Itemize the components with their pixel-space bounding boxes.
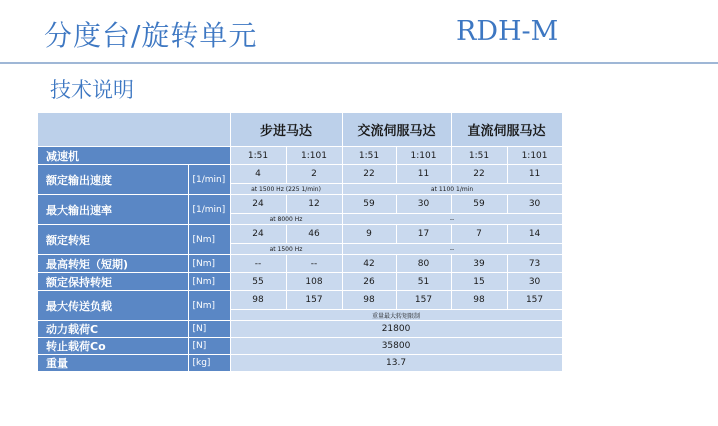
row-label: 最大传送负载 <box>38 291 188 321</box>
holding-torque-row <box>38 273 562 291</box>
cell: 55 <box>230 273 286 291</box>
note: at 1100 1/min <box>342 184 562 195</box>
row-label: 最高转矩（短期) <box>38 255 188 273</box>
model-name: RDH-M <box>456 16 559 47</box>
max-transfer-load-row <box>38 291 562 310</box>
max-speed-row <box>38 195 562 214</box>
cell: 22 <box>451 165 507 184</box>
row-unit: [1/min] <box>188 165 230 195</box>
page-title: 分度台/旋转单元 <box>44 19 258 52</box>
cell: 1:101 <box>507 147 562 165</box>
cell: 30 <box>507 273 562 291</box>
corner-cell <box>38 113 230 147</box>
cell: 13.7 <box>230 355 562 372</box>
peak-torque-row <box>38 255 562 273</box>
row-unit: [1/min] <box>188 195 230 225</box>
cell: 98 <box>342 291 396 310</box>
row-unit: [Nm] <box>188 291 230 321</box>
row-unit: [Nm] <box>188 273 230 291</box>
section-title: 技术说明 <box>50 78 134 102</box>
note: -- <box>342 244 562 255</box>
cell: 108 <box>286 273 342 291</box>
row-unit: [kg] <box>188 355 230 372</box>
cell: 98 <box>230 291 286 310</box>
cell: 59 <box>342 195 396 214</box>
row-unit: [Nm] <box>188 225 230 255</box>
row-label: 减速机 <box>38 147 230 165</box>
cell: 98 <box>451 291 507 310</box>
spec-table <box>38 113 563 372</box>
cell: 80 <box>396 255 451 273</box>
cell: 1:51 <box>451 147 507 165</box>
row-label: 额定输出速度 <box>38 165 188 195</box>
note: at 1500 Hz <box>230 244 342 255</box>
row-label: 动力载荷C <box>38 321 188 338</box>
cell: 30 <box>396 195 451 214</box>
note: -- <box>342 214 562 225</box>
cell: 14 <box>507 225 562 244</box>
dc-servo-header: 直流伺服马达 <box>451 113 562 147</box>
rated-speed-row <box>38 165 562 184</box>
row-label: 额定转矩 <box>38 225 188 255</box>
reduction-row <box>38 147 562 165</box>
cell: 17 <box>396 225 451 244</box>
cell: -- <box>230 255 286 273</box>
cell: 157 <box>286 291 342 310</box>
cell: 157 <box>396 291 451 310</box>
rated-torque-row <box>38 225 562 244</box>
row-label: 额定保持转矩 <box>38 273 188 291</box>
header-divider <box>0 62 718 64</box>
cell: 46 <box>286 225 342 244</box>
header-row <box>38 113 562 147</box>
static-load-row <box>38 338 562 355</box>
cell: 22 <box>342 165 396 184</box>
cell: 1:51 <box>230 147 286 165</box>
weight-row <box>38 355 562 372</box>
cell: -- <box>286 255 342 273</box>
row-unit: [N] <box>188 338 230 355</box>
note: 重量最大转矩限制 <box>230 310 562 321</box>
cell: 73 <box>507 255 562 273</box>
cell: 42 <box>342 255 396 273</box>
cell: 21800 <box>230 321 562 338</box>
stepper-motor-header: 步进马达 <box>230 113 342 147</box>
cell: 15 <box>451 273 507 291</box>
row-unit: [N] <box>188 321 230 338</box>
note: at 8000 Hz <box>230 214 342 225</box>
cell: 157 <box>507 291 562 310</box>
row-unit: [Nm] <box>188 255 230 273</box>
cell: 26 <box>342 273 396 291</box>
cell: 24 <box>230 195 286 214</box>
cell: 39 <box>451 255 507 273</box>
row-label: 转止载荷Co <box>38 338 188 355</box>
row-label: 重量 <box>38 355 188 372</box>
cell: 9 <box>342 225 396 244</box>
cell: 11 <box>396 165 451 184</box>
cell: 2 <box>286 165 342 184</box>
ac-servo-header: 交流伺服马达 <box>342 113 451 147</box>
cell: 59 <box>451 195 507 214</box>
cell: 12 <box>286 195 342 214</box>
cell: 4 <box>230 165 286 184</box>
cell: 1:51 <box>342 147 396 165</box>
cell: 35800 <box>230 338 562 355</box>
cell: 11 <box>507 165 562 184</box>
note: at 1500 Hz (225 1/min) <box>230 184 342 195</box>
cell: 1:101 <box>286 147 342 165</box>
row-label: 最大输出速率 <box>38 195 188 225</box>
cell: 30 <box>507 195 562 214</box>
cell: 24 <box>230 225 286 244</box>
dynamic-load-row <box>38 321 562 338</box>
cell: 7 <box>451 225 507 244</box>
cell: 51 <box>396 273 451 291</box>
cell: 1:101 <box>396 147 451 165</box>
